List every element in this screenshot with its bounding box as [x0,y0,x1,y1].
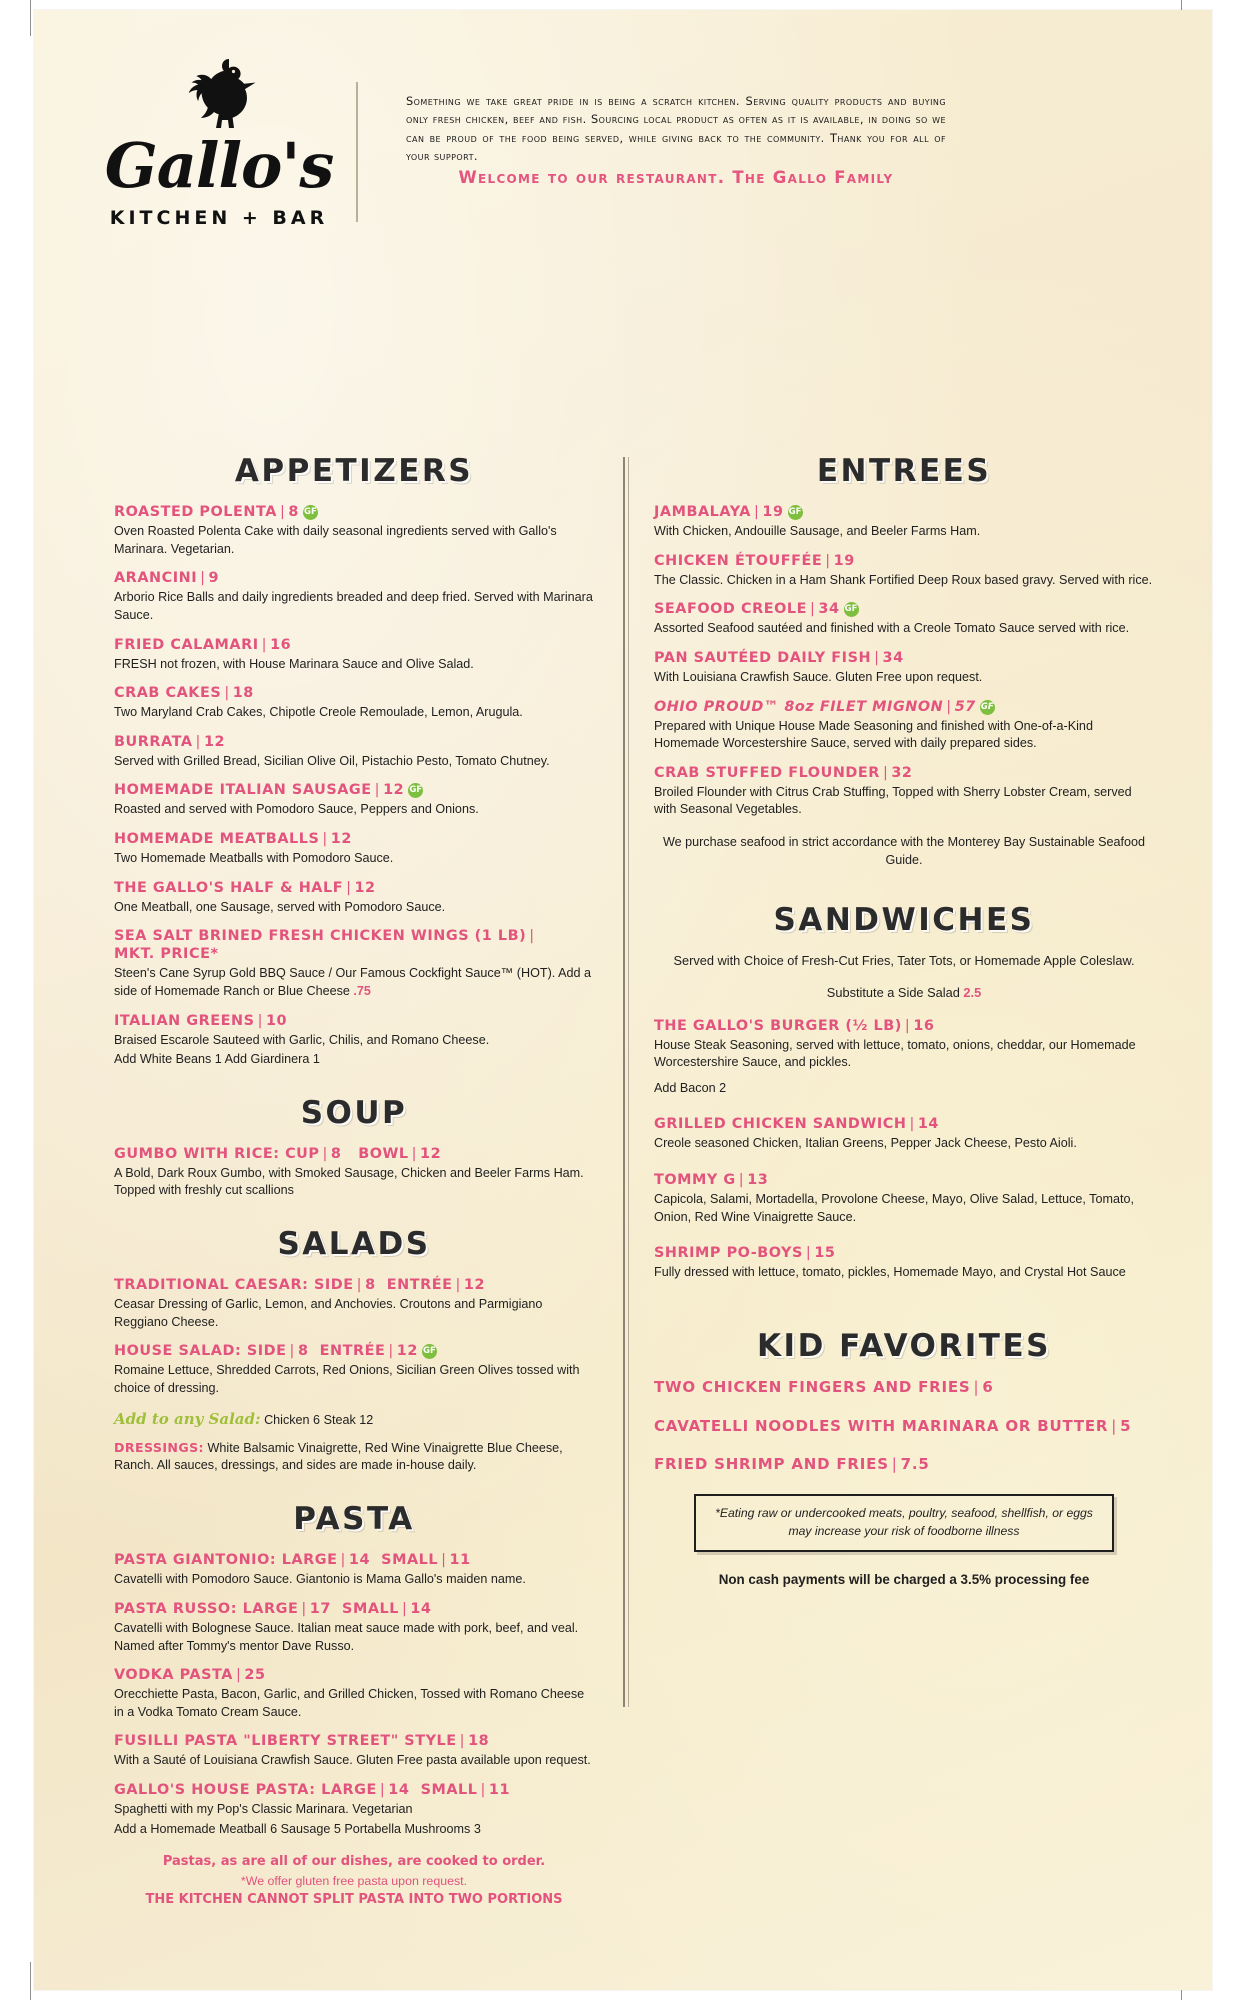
gluten-free-icon: GF [303,505,318,520]
item-name-line: CAVATELLI NOODLES WITH MARINARA OR BUTTER | 5 [654,1416,1132,1435]
item-price: 9 [208,570,220,587]
pasta-footer-line2: *We offer gluten free pasta upon request. [240,1873,468,1888]
section-title-salads: SALADS [277,1226,431,1262]
item-name: THE GALLO'S BURGER (½ LB) [654,1017,902,1034]
item-desc: Romaine Lettuce, Shredded Carrots, Red Onions, Sicilian Green Olives tossed with choice of dressing. [114,1363,580,1395]
item-name: BURRATA [114,733,193,750]
sandwiches-subtitle-1: Served with Choice of Fresh-Cut Fries, Tater Tots, or Homemade Apple Coleslaw. [673,952,1135,968]
item-name: SHRIMP PO-BOYS [654,1245,803,1262]
item-desc: Creole seasoned Chicken, Italian Greens, Pepper Jack Cheese, Pesto Aioli. [654,1136,1077,1151]
section-title-entrees: ENTREES [816,453,992,489]
left-column [114,453,594,1910]
menu-item [114,927,594,1000]
item-desc: Served with Grilled Bread, Sicilian Olive Oil, Pistachio Pesto, Tomato Chutney. [114,753,550,768]
add-to-salad-items: Chicken 6 Steak 12 [264,1412,374,1427]
item-price: 10 [265,1012,288,1029]
item-addons [114,1051,594,1069]
dressings-label: DRESSINGS: [114,1439,204,1455]
item-desc: Arborio Rice Balls and daily ingredients breaded and deep fried. Served with Marinara Sauce. [114,590,593,622]
item-name: HOUSE SALAD: SIDE [114,1343,287,1360]
item-price: 12 [330,831,352,847]
item-name: FUSILLI PASTA "LIBERTY STREET" STYLE [114,1733,457,1750]
item-name-line: ARANCINI | 9 [114,570,220,587]
item-name-line: GRILLED CHICKEN SANDWICH | 14 [654,1116,939,1133]
item-desc: Two Maryland Crab Cakes, Chipotle Creole Remoulade, Lemon, Arugula. [114,705,523,720]
item-name: CRAB CAKES [114,685,222,702]
right-column [654,453,1154,1590]
item-name-line: OHIO PROUD™ 8oz FILET MIGNON | 57 GF [654,698,994,715]
header-divider [356,82,358,222]
menu-item [114,503,594,558]
dressings [114,1439,594,1476]
menu-item [654,552,1154,590]
restaurant-subtitle: KITCHEN + BAR [109,207,329,229]
gluten-free-icon: GF [788,505,803,520]
item-price: 13 [747,1172,769,1189]
crop-mark-bottom-left [30,1962,31,2000]
menu-item [114,636,594,674]
item-name-line: FUSILLI PASTA "LIBERTY STREET" STYLE | 18 [114,1733,490,1750]
item-name-line: JAMBALAYA | 19 GF [654,504,802,520]
pasta-footer-line1: Pastas, as are all of our dishes, are cooked to order. [162,1854,546,1870]
item-desc: With Chicken, Andouille Sausage, and Beeler Farms Ham. [654,524,981,538]
item-name: GALLO'S HOUSE PASTA: LARGE [114,1782,377,1798]
item-name: SEAFOOD CREOLE [654,601,807,618]
item-name-line: HOMEMADE MEATBALLS | 12 [114,831,352,847]
section-title-kid-favorites: KID FAVORITES [757,1327,1051,1364]
rooster-icon [89,55,349,133]
item-price-2: 11 [449,1552,471,1569]
item-desc-price: .75 [353,983,371,998]
item-desc: Orecchiette Pasta, Bacon, Garlic, and Grilled Chicken, Tossed with Romano Cheese in a Vodka Tomato Cream Sauce. [114,1687,585,1719]
menu-item [654,503,1154,541]
menu-item [114,1600,594,1655]
item-price: 8 [288,504,299,520]
item-name-line: TRADITIONAL CAESAR: SIDE | 8 ENTRÉE | 12 [114,1277,486,1293]
item-desc: Capicola, Salami, Mortadella, Provolone Cheese, Mayo, Olive Salad, Lettuce, Tomato, Onion, Red Wine Vinaigrette Sauce. [654,1192,1134,1224]
item-name: GRILLED CHICKEN SANDWICH [654,1116,907,1133]
menu-item [114,569,594,624]
item-price: 16 [270,636,292,653]
item-name: PASTA RUSSO: LARGE [114,1600,299,1617]
item-desc: Braised Escarole Sauteed with Garlic, Chilis, and Romano Cheese. [114,1032,490,1047]
header-welcome: Welcome to our restaurant. The Gallo Family [458,168,894,187]
item-desc: Cavatelli with Bolognese Sauce. Italian meat sauce made with pork, beef, and veal. Named after Tommy's mentor Dave Russo. [114,1620,579,1653]
item-price: 19 [762,504,784,520]
gluten-free-icon: GF [422,1344,437,1359]
item-desc: Broiled Flounder with Citrus Crab Stuffing, Topped with Sherry Lobster Cream, served with Seasonal Vegetables. [654,784,1132,817]
gluten-free-icon: GF [844,602,859,617]
item-desc: Two Homemade Meatballs with Pomodoro Sauce. [114,851,394,865]
item-price: 18 [468,1733,490,1750]
item-price: 12 [354,879,376,896]
item-price: 12 [383,782,405,799]
section-title-soup: SOUP [300,1094,408,1131]
item-name-2: ENTRÉE [319,1343,386,1360]
item-name: FRIED SHRIMP AND FRIES [654,1455,889,1474]
item-name-line: CRAB STUFFED FLOUNDER | 32 [654,764,913,781]
menu-item [654,1115,1154,1153]
item-name: VODKA PASTA [114,1667,233,1684]
item-desc: Roasted and served with Pomodoro Sauce, Peppers and Onions. [114,802,479,817]
item-name-line: ROASTED POLENTA | 8 GF [114,504,317,520]
menu-item [114,1145,594,1200]
item-name-line: FRIED SHRIMP AND FRIES | 7.5 [654,1455,930,1474]
restaurant-logo [89,55,349,229]
pasta-footer [114,1852,594,1910]
dressings-text: White Balsamic Vinaigrette, Red Wine Vinaigrette Blue Cheese, Ranch. All sauces, dressings, and sides are made in-house daily. [114,1440,563,1473]
menu-item [654,600,1154,638]
item-name-line: THE GALLO'S BURGER (½ LB) | 16 [654,1017,935,1034]
item-desc: Fully dressed with lettuce, tomato, pickles, Homemade Mayo, and Crystal Hot Sauce [654,1265,1126,1280]
section-title-pasta: PASTA [293,1501,415,1538]
item-name-line: SEA SALT BRINED FRESH CHICKEN WINGS (1 LB) | MKT. PRICE* [114,928,535,963]
item-name-line: HOUSE SALAD: SIDE | 8 ENTRÉE | 12 GF [114,1343,436,1360]
item-price: 14 [388,1782,410,1798]
item-price-2: 12 [396,1343,418,1360]
item-name-line: FRIED CALAMARI | 16 [114,636,292,653]
item-price: 5 [1120,1416,1132,1435]
salad-addons [114,1409,594,1430]
item-addons-text: Add White Beans 1 Add Giardinera 1 [114,1052,320,1067]
item-name-2: SMALL [420,1782,478,1798]
item-desc: Ceasar Dressing of Garlic, Lemon, and Anchovies. Croutons and Parmigiano Reggiano Cheese. [114,1297,543,1329]
item-price: 32 [891,764,913,781]
item-desc: Oven Roasted Polenta Cake with daily seasonal ingredients served with Gallo's Marinara. Vegetarian. [114,524,557,556]
item-name-2: BOWL [358,1145,409,1162]
add-to-salad-label: Add to any Salad: [114,1409,261,1428]
kid-favorites-list [654,1378,1154,1474]
menu-item [114,733,594,771]
menu-item [654,1417,1154,1436]
item-name: HOMEMADE MEATBALLS [114,831,320,847]
item-name-line: HOMEMADE ITALIAN SAUSAGE | 12 GF [114,782,423,799]
menu-item [114,1781,594,1838]
item-price: 15 [814,1245,836,1262]
item-price: 16 [913,1017,935,1034]
item-name-line: BURRATA | 12 [114,733,226,750]
menu-item [654,1244,1154,1282]
item-price-2: 11 [488,1782,511,1798]
item-name: ITALIAN GREENS [114,1012,255,1029]
item-desc: The Classic. Chicken in a Ham Shank Fortified Deep Roux based gravy. Served with rice. [654,572,1153,587]
item-name-line: TOMMY G | 13 [654,1172,769,1189]
item-name-line: CRAB CAKES | 18 [114,685,254,702]
item-name-line: ITALIAN GREENS | 10 [114,1012,288,1029]
item-price: 57 [954,698,976,715]
menu-item [654,649,1154,687]
item-name-line: TWO CHICKEN FINGERS AND FRIES | 6 [654,1377,994,1396]
item-name-line: THE GALLO'S HALF & HALF | 12 [114,879,376,896]
item-desc [114,965,594,1000]
item-price: 14 [348,1552,371,1569]
menu-header [34,10,1212,229]
substitute-text: Substitute a Side Salad [826,985,960,1001]
item-price: 18 [232,685,254,702]
item-name: PAN SAUTÉED DAILY FISH [654,649,872,666]
item-price: 12 [203,733,226,750]
item-price: 7.5 [900,1455,930,1474]
section-title-appetizers: APPETIZERS [234,453,474,489]
item-name: THE GALLO'S HALF & HALF [114,879,344,896]
item-desc: House Steak Seasoning, served with lettuce, tomato, onions, cheddar, our Homemade Worcestershire Sauce, and pickles. [654,1037,1136,1070]
item-name-line: VODKA PASTA | 25 [114,1667,266,1684]
menu-item [114,1342,594,1397]
item-desc-text: Steen's Cane Syrup Gold BBQ Sauce / Our Famous Cockfight Sauce™ (HOT). Add a side of Homemade Ranch or Blue Cheese [114,966,591,998]
item-name: JAMBALAYA [654,504,751,520]
menu-item [654,764,1154,819]
item-desc: Spaghetti with my Pop's Classic Marinara. Vegetarian [114,1802,413,1816]
menu-item [114,684,594,722]
item-price-2: 14 [410,1600,432,1617]
menu-item [654,698,1154,753]
item-desc: With a Sauté of Louisiana Crawfish Sauce. Gluten Free pasta available upon request. [114,1753,591,1768]
item-price: MKT. PRICE* [114,946,219,963]
section-title-sandwiches: SANDWICHES [773,901,1035,938]
menu-item [654,1378,1154,1397]
item-price: 17 [309,1600,331,1617]
item-name-line: GUMBO WITH RICE: CUP | 8 BOWL | 12 [114,1145,442,1162]
non-cash-fee-notice: Non cash payments will be charged a 3.5% processing fee [718,1571,1090,1587]
item-name: OHIO PROUD™ 8oz FILET MIGNON [654,698,944,715]
item-price: 14 [917,1116,939,1133]
item-name-line: GALLO'S HOUSE PASTA: LARGE | 14 SMALL | 11 [114,1782,511,1798]
item-name: TOMMY G [654,1172,736,1189]
item-name: ARANCINI [114,570,198,587]
item-name-line: PASTA GIANTONIO: LARGE | 14 SMALL | 11 [114,1552,471,1569]
column-divider-2 [628,457,629,1707]
item-name: SEA SALT BRINED FRESH CHICKEN WINGS (1 LB) [114,928,527,945]
item-desc: One Meatball, one Sausage, served with Pomodoro Sauce. [114,899,446,914]
menu-item [114,830,594,868]
item-name-line: CHICKEN ÉTOUFFÉE | 19 [654,552,855,569]
restaurant-name: Gallo's [104,129,334,202]
sandwiches-subtitle-2 [654,984,1154,1003]
item-desc: A Bold, Dark Roux Gumbo, with Smoked Sausage, Chicken and Beeler Farms Ham. Topped with freshly cut scallions [114,1165,584,1198]
item-name: HOMEMADE ITALIAN SAUSAGE [114,782,372,799]
item-addons: Add a Homemade Meatball 6 Sausage 5 Portabella Mushrooms 3 [114,1821,481,1836]
item-price-2: 12 [463,1277,486,1293]
item-name: CAVATELLI NOODLES WITH MARINARA OR BUTTER [654,1416,1109,1435]
item-price: 6 [982,1377,994,1396]
menu-item [114,1551,594,1589]
item-name-line: PAN SAUTÉED DAILY FISH | 34 [654,649,904,666]
item-addons: Add Bacon 2 [654,1080,727,1095]
menu-item [654,1017,1154,1098]
menu-item [114,1732,594,1770]
menu-page [34,10,1212,1990]
menu-item [114,1012,594,1069]
item-name-2: ENTRÉE [386,1277,453,1293]
item-name: TWO CHICKEN FINGERS AND FRIES [654,1377,971,1396]
item-price: 8 [297,1343,309,1360]
menu-item [114,879,594,917]
item-desc: Assorted Seafood sautéed and finished with a Creole Tomato Sauce served with rice. [654,621,1130,636]
item-price: 8 [330,1145,342,1162]
gluten-free-icon: GF [408,783,423,798]
item-name: CRAB STUFFED FLOUNDER [654,764,880,781]
crop-mark-top-left [30,0,31,36]
item-price: 8 [365,1277,376,1293]
item-name: PASTA GIANTONIO: LARGE [114,1552,338,1569]
item-name-line: SEAFOOD CREOLE | 34 GF [654,601,858,618]
item-name-line: SHRIMP PO-BOYS | 15 [654,1245,836,1262]
substitute-price: 2.5 [963,985,982,1001]
menu-item [654,1455,1154,1474]
item-desc: Prepared with Unique House Made Seasoning and finished with One-of-a-Kind Homemade Worcestershire Sauce, served with daily prepared sides. [654,718,1093,751]
gluten-free-icon: GF [980,700,995,715]
pasta-footer-line3: THE KITCHEN CANNOT SPLIT PASTA INTO TWO PORTIONS [145,1892,563,1908]
item-name: GUMBO WITH RICE: CUP [114,1145,320,1162]
item-name: TRADITIONAL CAESAR: SIDE [114,1277,354,1293]
item-price: 34 [818,601,840,618]
header-blurb: Something we take great pride in is being a scratch kitchen. Serving quality products and buying only fresh chicken, beef and fish. Sourcing local product as often as it is available, in doing so we can be proud of the food being served, while giving back to the community. Thank you for all of your support. [406,94,946,164]
item-name: FRIED CALAMARI [114,636,259,653]
item-name-2: SMALL [342,1600,399,1617]
item-name-2: SMALL [381,1552,439,1569]
menu-item [654,1171,1154,1226]
item-price: 34 [882,649,904,666]
item-price: 25 [244,1667,266,1684]
item-price-2: 12 [420,1145,442,1162]
menu-item [114,1666,594,1721]
item-desc: FRESH not frozen, with House Marinara Sauce and Olive Salad. [114,656,474,671]
item-desc: With Louisiana Crawfish Sauce. Gluten Free upon request. [654,669,983,684]
item-price: 19 [833,552,855,569]
seafood-sourcing-note: We purchase seafood in strict accordance with the Monterey Bay Sustainable Seafood Guide. [662,835,1146,868]
item-name-line: PASTA RUSSO: LARGE | 17 SMALL | 14 [114,1600,432,1617]
health-disclaimer: *Eating raw or undercooked meats, poultry, seafood, shellfish, or eggs may increase your risk of foodborne illness [694,1494,1114,1551]
item-name: ROASTED POLENTA [114,504,277,520]
item-desc: Cavatelli with Pomodoro Sauce. Giantonio is Mama Gallo's maiden name. [114,1572,526,1587]
item-name: CHICKEN ÉTOUFFÉE [654,552,823,569]
menu-item [114,781,594,819]
column-divider [623,457,625,1707]
menu-item [114,1276,594,1331]
